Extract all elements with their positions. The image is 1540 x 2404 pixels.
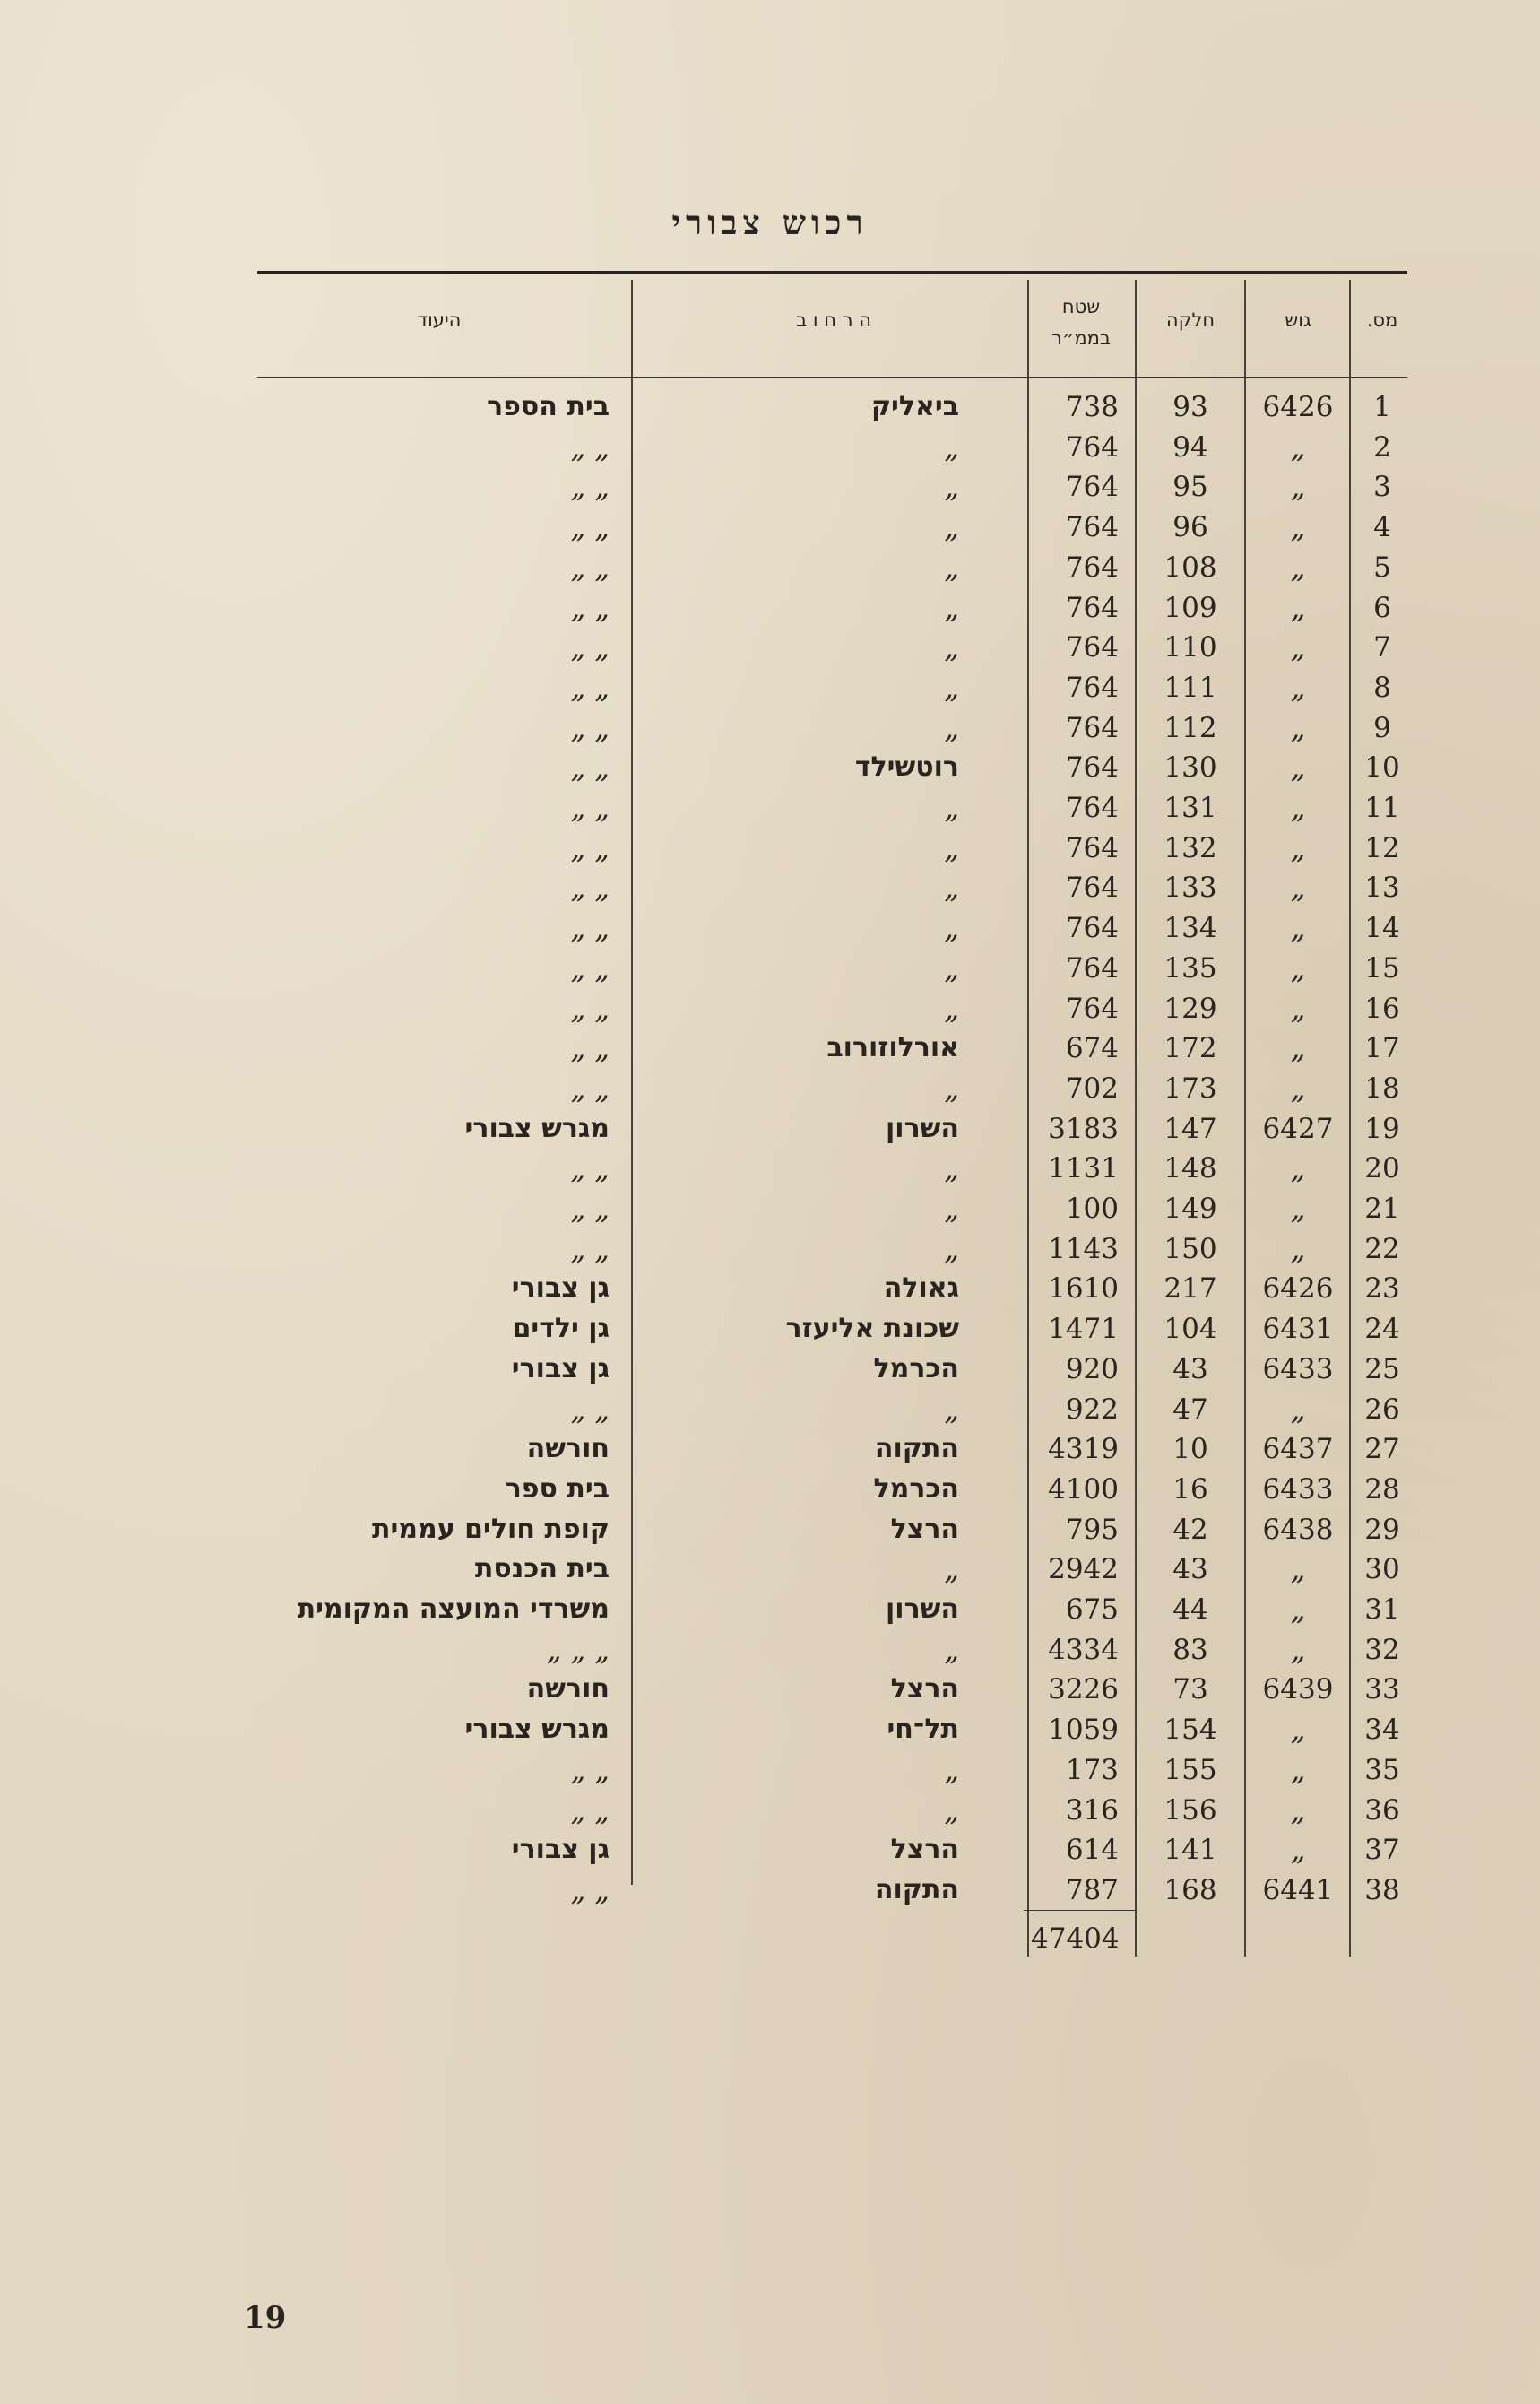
parcel-cell: 173 <box>1164 1072 1217 1105</box>
table-row <box>0 1149 1540 1188</box>
parcel-cell: 112 <box>1164 711 1217 744</box>
parcel-cell: 172 <box>1164 1032 1217 1065</box>
row-number: 21 <box>1364 1193 1400 1225</box>
table-row <box>0 1028 1540 1068</box>
gush-cell: „ <box>1290 830 1306 865</box>
gush-cell: „ <box>1290 911 1306 946</box>
street-cell: „ <box>944 871 959 906</box>
area-cell: 764 <box>1065 912 1119 945</box>
parcel-cell: 132 <box>1164 831 1217 864</box>
parcel-cell: 148 <box>1164 1152 1217 1185</box>
street-cell: „ <box>944 710 959 745</box>
header-purpose: היעוד <box>417 309 462 331</box>
purpose-cell: „ „ <box>570 791 610 825</box>
area-cell: 173 <box>1065 1753 1119 1786</box>
row-number: 3 <box>1373 471 1391 504</box>
gush-cell: „ <box>1290 1392 1306 1427</box>
table-row <box>0 1710 1540 1749</box>
parcel-cell: 16 <box>1172 1472 1208 1506</box>
street-cell: הרצל <box>890 1513 959 1545</box>
gush-cell: „ <box>1290 1071 1306 1106</box>
street-cell: „ <box>944 1151 959 1186</box>
purpose-cell: „ „ <box>570 1151 610 1186</box>
gush-cell: „ <box>1290 1752 1306 1787</box>
parcel-cell: 141 <box>1164 1834 1217 1867</box>
parcel-cell: 43 <box>1172 1352 1208 1385</box>
table-row <box>0 1630 1540 1670</box>
gush-cell: „ <box>1290 630 1306 665</box>
table-row <box>0 1269 1540 1308</box>
gush-cell: „ <box>1290 1151 1306 1186</box>
area-cell: 4100 <box>1048 1472 1119 1506</box>
table-row <box>0 708 1540 748</box>
area-cell: 3183 <box>1048 1112 1119 1145</box>
table-row <box>0 748 1540 787</box>
street-cell: „ <box>944 1192 959 1226</box>
purpose-cell: „ „ <box>570 590 610 625</box>
area-cell: 675 <box>1065 1593 1119 1626</box>
parcel-cell: 134 <box>1164 912 1217 945</box>
table-row <box>0 1069 1540 1108</box>
row-number: 31 <box>1364 1593 1400 1626</box>
area-cell: 764 <box>1065 992 1119 1025</box>
row-number: 20 <box>1364 1152 1400 1185</box>
area-cell: 764 <box>1065 591 1119 624</box>
street-cell: הרצל <box>890 1834 959 1866</box>
row-number: 10 <box>1364 751 1400 785</box>
row-number: 16 <box>1364 992 1400 1025</box>
table-row <box>0 628 1540 667</box>
parcel-cell: 43 <box>1172 1553 1208 1586</box>
header-no: מס. <box>1366 309 1398 331</box>
table-row <box>0 1189 1540 1228</box>
area-cell: 764 <box>1065 751 1119 785</box>
gush-cell: 6433 <box>1262 1352 1334 1385</box>
gush-cell: 6426 <box>1262 1272 1334 1306</box>
street-cell: הכרמל <box>873 1352 959 1384</box>
header-street: ה ר ח ו ב <box>796 309 871 331</box>
street-cell: „ <box>944 590 959 625</box>
gush-cell: 6431 <box>1262 1313 1334 1346</box>
table-row <box>0 1830 1540 1870</box>
row-number: 30 <box>1364 1553 1400 1586</box>
area-cell: 614 <box>1065 1834 1119 1867</box>
table-row <box>0 467 1540 507</box>
row-number: 6 <box>1373 591 1391 624</box>
gush-cell: „ <box>1290 1231 1306 1266</box>
area-cell: 1143 <box>1048 1232 1119 1265</box>
row-number: 14 <box>1364 912 1400 945</box>
total-rule <box>1024 1910 1137 1911</box>
purpose-cell: „ „ <box>570 1752 610 1787</box>
purpose-cell: „ „ <box>570 1192 610 1226</box>
street-cell: „ <box>944 470 959 505</box>
row-number: 38 <box>1364 1873 1400 1906</box>
table-row <box>0 548 1540 587</box>
purpose-cell: בית הכנסת <box>474 1553 610 1585</box>
row-number: 36 <box>1364 1793 1400 1827</box>
parcel-cell: 156 <box>1164 1793 1217 1827</box>
page-number: 19 <box>244 2300 287 2336</box>
street-cell: „ <box>944 670 959 705</box>
purpose-cell: „ „ <box>570 550 610 585</box>
gush-cell: 6438 <box>1262 1513 1334 1546</box>
gush-cell: 6441 <box>1262 1873 1334 1906</box>
purpose-cell: „ „ <box>570 710 610 745</box>
street-cell: „ <box>944 1231 959 1266</box>
table-row <box>0 1309 1540 1349</box>
row-number: 23 <box>1364 1272 1400 1306</box>
purpose-cell: „ „ <box>570 430 610 464</box>
street-cell: „ <box>944 911 959 946</box>
parcel-cell: 133 <box>1164 872 1217 905</box>
parcel-cell: 83 <box>1172 1633 1208 1666</box>
row-number: 1 <box>1373 391 1391 423</box>
gush-cell: „ <box>1290 1192 1306 1226</box>
header-area-line1: שטח <box>1061 296 1101 317</box>
area-cell: 920 <box>1065 1352 1119 1385</box>
table-row <box>0 668 1540 707</box>
parcel-cell: 110 <box>1164 631 1217 664</box>
header-parcel: חלקה <box>1165 309 1216 331</box>
row-number: 34 <box>1364 1714 1400 1747</box>
parcel-cell: 154 <box>1164 1714 1217 1747</box>
street-cell: „ <box>944 1792 959 1827</box>
gush-cell: „ <box>1290 1632 1306 1667</box>
row-number: 9 <box>1373 711 1391 744</box>
purpose-cell: גן צבורי <box>511 1272 610 1305</box>
parcel-cell: 109 <box>1164 591 1217 624</box>
parcel-cell: 130 <box>1164 751 1217 785</box>
purpose-cell: חורשה <box>526 1433 610 1465</box>
purpose-cell: גן צבורי <box>511 1352 610 1384</box>
row-number: 8 <box>1373 671 1391 704</box>
area-cell: 764 <box>1065 872 1119 905</box>
row-number: 22 <box>1364 1232 1400 1265</box>
purpose-cell: מגרש צבורי <box>464 1112 610 1144</box>
area-cell: 764 <box>1065 551 1119 584</box>
gush-cell: 6437 <box>1262 1433 1334 1466</box>
area-cell: 764 <box>1065 792 1119 824</box>
street-cell: „ <box>944 1392 959 1427</box>
parcel-cell: 217 <box>1164 1272 1217 1306</box>
header-gush: גוש <box>1285 309 1311 331</box>
street-cell: השרון <box>885 1112 959 1144</box>
street-cell: „ <box>944 430 959 464</box>
gush-cell: „ <box>1290 950 1306 985</box>
row-number: 7 <box>1373 631 1391 664</box>
table-row <box>0 1429 1540 1469</box>
purpose-cell: „ „ <box>570 950 610 985</box>
purpose-cell: „ „ <box>570 510 610 545</box>
area-cell: 764 <box>1065 430 1119 464</box>
parcel-cell: 47 <box>1172 1393 1208 1426</box>
row-number: 29 <box>1364 1513 1400 1546</box>
parcel-cell: 42 <box>1172 1513 1208 1546</box>
purpose-cell: משרדי המועצה המקומית <box>297 1593 610 1625</box>
table-row <box>0 949 1540 988</box>
area-cell: 1059 <box>1048 1714 1119 1747</box>
street-cell: „ <box>944 1752 959 1787</box>
row-number: 13 <box>1364 872 1400 905</box>
street-cell: שכונת אליעזר <box>785 1313 959 1345</box>
table-row <box>0 1791 1540 1830</box>
header-area-line2: בממ״ר <box>1051 327 1112 349</box>
table-row <box>0 1390 1540 1429</box>
parcel-cell: 147 <box>1164 1112 1217 1145</box>
row-number: 19 <box>1364 1112 1400 1145</box>
street-cell: אורלוזורוב <box>826 1032 959 1064</box>
table-row <box>0 868 1540 907</box>
street-cell: „ <box>944 830 959 865</box>
street-cell: „ <box>944 991 959 1026</box>
gush-cell: „ <box>1290 470 1306 505</box>
parcel-cell: 108 <box>1164 551 1217 584</box>
area-cell: 764 <box>1065 631 1119 664</box>
gush-cell: „ <box>1290 430 1306 464</box>
area-cell: 922 <box>1065 1393 1119 1426</box>
area-cell: 764 <box>1065 831 1119 864</box>
row-number: 24 <box>1364 1313 1400 1346</box>
parcel-cell: 96 <box>1172 511 1208 544</box>
parcel-cell: 131 <box>1164 792 1217 824</box>
purpose-cell: „ „ <box>570 670 610 705</box>
parcel-cell: 150 <box>1164 1232 1217 1265</box>
row-number: 37 <box>1364 1834 1400 1867</box>
row-number: 18 <box>1364 1072 1400 1105</box>
area-cell: 764 <box>1065 471 1119 504</box>
area-cell: 3226 <box>1048 1673 1119 1706</box>
table-row <box>0 508 1540 547</box>
row-number: 33 <box>1364 1673 1400 1706</box>
parcel-cell: 95 <box>1172 471 1208 504</box>
row-number: 5 <box>1373 551 1391 584</box>
gush-cell: „ <box>1290 1833 1306 1868</box>
street-cell: הרצל <box>890 1673 959 1705</box>
area-cell: 764 <box>1065 511 1119 544</box>
street-cell: רוטשילד <box>854 751 959 784</box>
table-row <box>0 1350 1540 1389</box>
street-cell: „ <box>944 630 959 665</box>
purpose-cell: „ „ <box>570 1231 610 1266</box>
street-cell: „ <box>944 791 959 825</box>
gush-cell: „ <box>1290 670 1306 705</box>
street-cell: התקוה <box>874 1433 959 1465</box>
purpose-cell: קופת חולים עממית <box>371 1513 610 1545</box>
row-number: 2 <box>1373 430 1391 464</box>
table-row <box>0 908 1540 948</box>
area-cell: 2942 <box>1048 1553 1119 1586</box>
purpose-cell: „ „ „ <box>546 1632 610 1667</box>
gush-cell: 6426 <box>1262 391 1334 423</box>
purpose-cell: „ „ <box>570 911 610 946</box>
purpose-cell: גן ילדים <box>512 1313 610 1345</box>
table-row <box>0 1870 1540 1910</box>
gush-cell: 6439 <box>1262 1673 1334 1706</box>
gush-cell: „ <box>1290 590 1306 625</box>
area-cell: 674 <box>1065 1032 1119 1065</box>
row-number: 12 <box>1364 831 1400 864</box>
table-row <box>0 1549 1540 1589</box>
table-row <box>0 1109 1540 1149</box>
area-cell: 1131 <box>1048 1152 1119 1185</box>
parcel-cell: 93 <box>1172 391 1208 423</box>
purpose-cell: בית ספר <box>505 1472 610 1505</box>
area-cell: 787 <box>1065 1873 1119 1906</box>
parcel-cell: 129 <box>1164 992 1217 1025</box>
row-number: 11 <box>1364 792 1400 824</box>
street-cell: „ <box>944 510 959 545</box>
page-title: רכוש צבורי <box>671 203 869 242</box>
street-cell: „ <box>944 1632 959 1667</box>
purpose-cell: „ „ <box>570 991 610 1026</box>
table-row <box>0 1670 1540 1709</box>
parcel-cell: 168 <box>1164 1873 1217 1906</box>
purpose-cell: „ „ <box>570 1872 610 1907</box>
street-cell: ביאליק <box>870 391 959 422</box>
parcel-cell: 149 <box>1164 1193 1217 1225</box>
street-cell: התקוה <box>874 1873 959 1905</box>
gush-cell: „ <box>1290 550 1306 585</box>
area-cell: 4334 <box>1048 1633 1119 1666</box>
street-cell: הכרמל <box>873 1472 959 1505</box>
street-cell: השרון <box>885 1593 959 1625</box>
row-number: 15 <box>1364 951 1400 985</box>
area-cell: 795 <box>1065 1513 1119 1546</box>
purpose-cell: „ „ <box>570 1071 610 1106</box>
table-top-rule <box>257 271 1407 274</box>
gush-cell: „ <box>1290 710 1306 745</box>
table-row <box>0 1590 1540 1629</box>
parcel-cell: 10 <box>1172 1433 1208 1466</box>
area-cell: 1610 <box>1048 1272 1119 1306</box>
table-row <box>0 989 1540 1028</box>
purpose-cell: „ „ <box>570 1792 610 1827</box>
table-row <box>0 1470 1540 1509</box>
parcel-cell: 135 <box>1164 951 1217 985</box>
row-number: 4 <box>1373 511 1391 544</box>
gush-cell: „ <box>1290 1552 1306 1587</box>
row-number: 26 <box>1364 1393 1400 1426</box>
area-cell: 4319 <box>1048 1433 1119 1466</box>
gush-cell: 6433 <box>1262 1472 1334 1506</box>
parcel-cell: 73 <box>1172 1673 1208 1706</box>
purpose-cell: בית הספר <box>487 391 610 422</box>
street-cell: גאולה <box>883 1272 959 1305</box>
parcel-cell: 155 <box>1164 1753 1217 1786</box>
gush-cell: 6427 <box>1262 1112 1334 1145</box>
row-number: 28 <box>1364 1472 1400 1506</box>
area-cell: 764 <box>1065 951 1119 985</box>
street-cell: „ <box>944 950 959 985</box>
table-row <box>0 829 1540 868</box>
area-cell: 702 <box>1065 1072 1119 1105</box>
purpose-cell: „ „ <box>570 470 610 505</box>
table-row <box>0 1510 1540 1549</box>
gush-cell: „ <box>1290 510 1306 545</box>
area-cell: 764 <box>1065 671 1119 704</box>
street-cell: „ <box>944 1552 959 1587</box>
table-row <box>0 1229 1540 1269</box>
parcel-cell: 94 <box>1172 430 1208 464</box>
purpose-cell: חורשה <box>526 1673 610 1705</box>
street-cell: „ <box>944 550 959 585</box>
purpose-cell: „ „ <box>570 751 610 785</box>
area-cell: 1471 <box>1048 1313 1119 1346</box>
row-number: 25 <box>1364 1352 1400 1385</box>
purpose-cell: מגרש צבורי <box>464 1714 610 1746</box>
gush-cell: „ <box>1290 791 1306 825</box>
parcel-cell: 104 <box>1164 1313 1217 1346</box>
gush-cell: „ <box>1290 871 1306 906</box>
purpose-cell: „ „ <box>570 1392 610 1427</box>
purpose-cell: „ „ <box>570 830 610 865</box>
table-row <box>0 588 1540 628</box>
parcel-cell: 111 <box>1164 671 1217 704</box>
gush-cell: „ <box>1290 1713 1306 1748</box>
gush-cell: „ <box>1290 991 1306 1026</box>
header-bottom-rule <box>257 377 1407 378</box>
purpose-cell: „ „ <box>570 1031 610 1066</box>
total-area: 47404 <box>1031 1922 1120 1955</box>
gush-cell: „ <box>1290 751 1306 785</box>
gush-cell: „ <box>1290 1792 1306 1827</box>
table-row <box>0 788 1540 828</box>
row-number: 35 <box>1364 1753 1400 1786</box>
table-row <box>0 1750 1540 1790</box>
street-cell: תל־חי <box>887 1714 959 1746</box>
parcel-cell: 44 <box>1172 1593 1208 1626</box>
table-row <box>0 387 1540 427</box>
area-cell: 100 <box>1065 1193 1119 1225</box>
table-row <box>0 428 1540 467</box>
row-number: 27 <box>1364 1433 1400 1466</box>
row-number: 32 <box>1364 1633 1400 1666</box>
row-number: 17 <box>1364 1032 1400 1065</box>
purpose-cell: גן צבורי <box>511 1834 610 1866</box>
gush-cell: „ <box>1290 1031 1306 1066</box>
gush-cell: „ <box>1290 1593 1306 1627</box>
area-cell: 764 <box>1065 711 1119 744</box>
purpose-cell: „ „ <box>570 871 610 906</box>
area-cell: 316 <box>1065 1793 1119 1827</box>
purpose-cell: „ „ <box>570 630 610 665</box>
street-cell: „ <box>944 1071 959 1106</box>
area-cell: 738 <box>1065 391 1119 423</box>
